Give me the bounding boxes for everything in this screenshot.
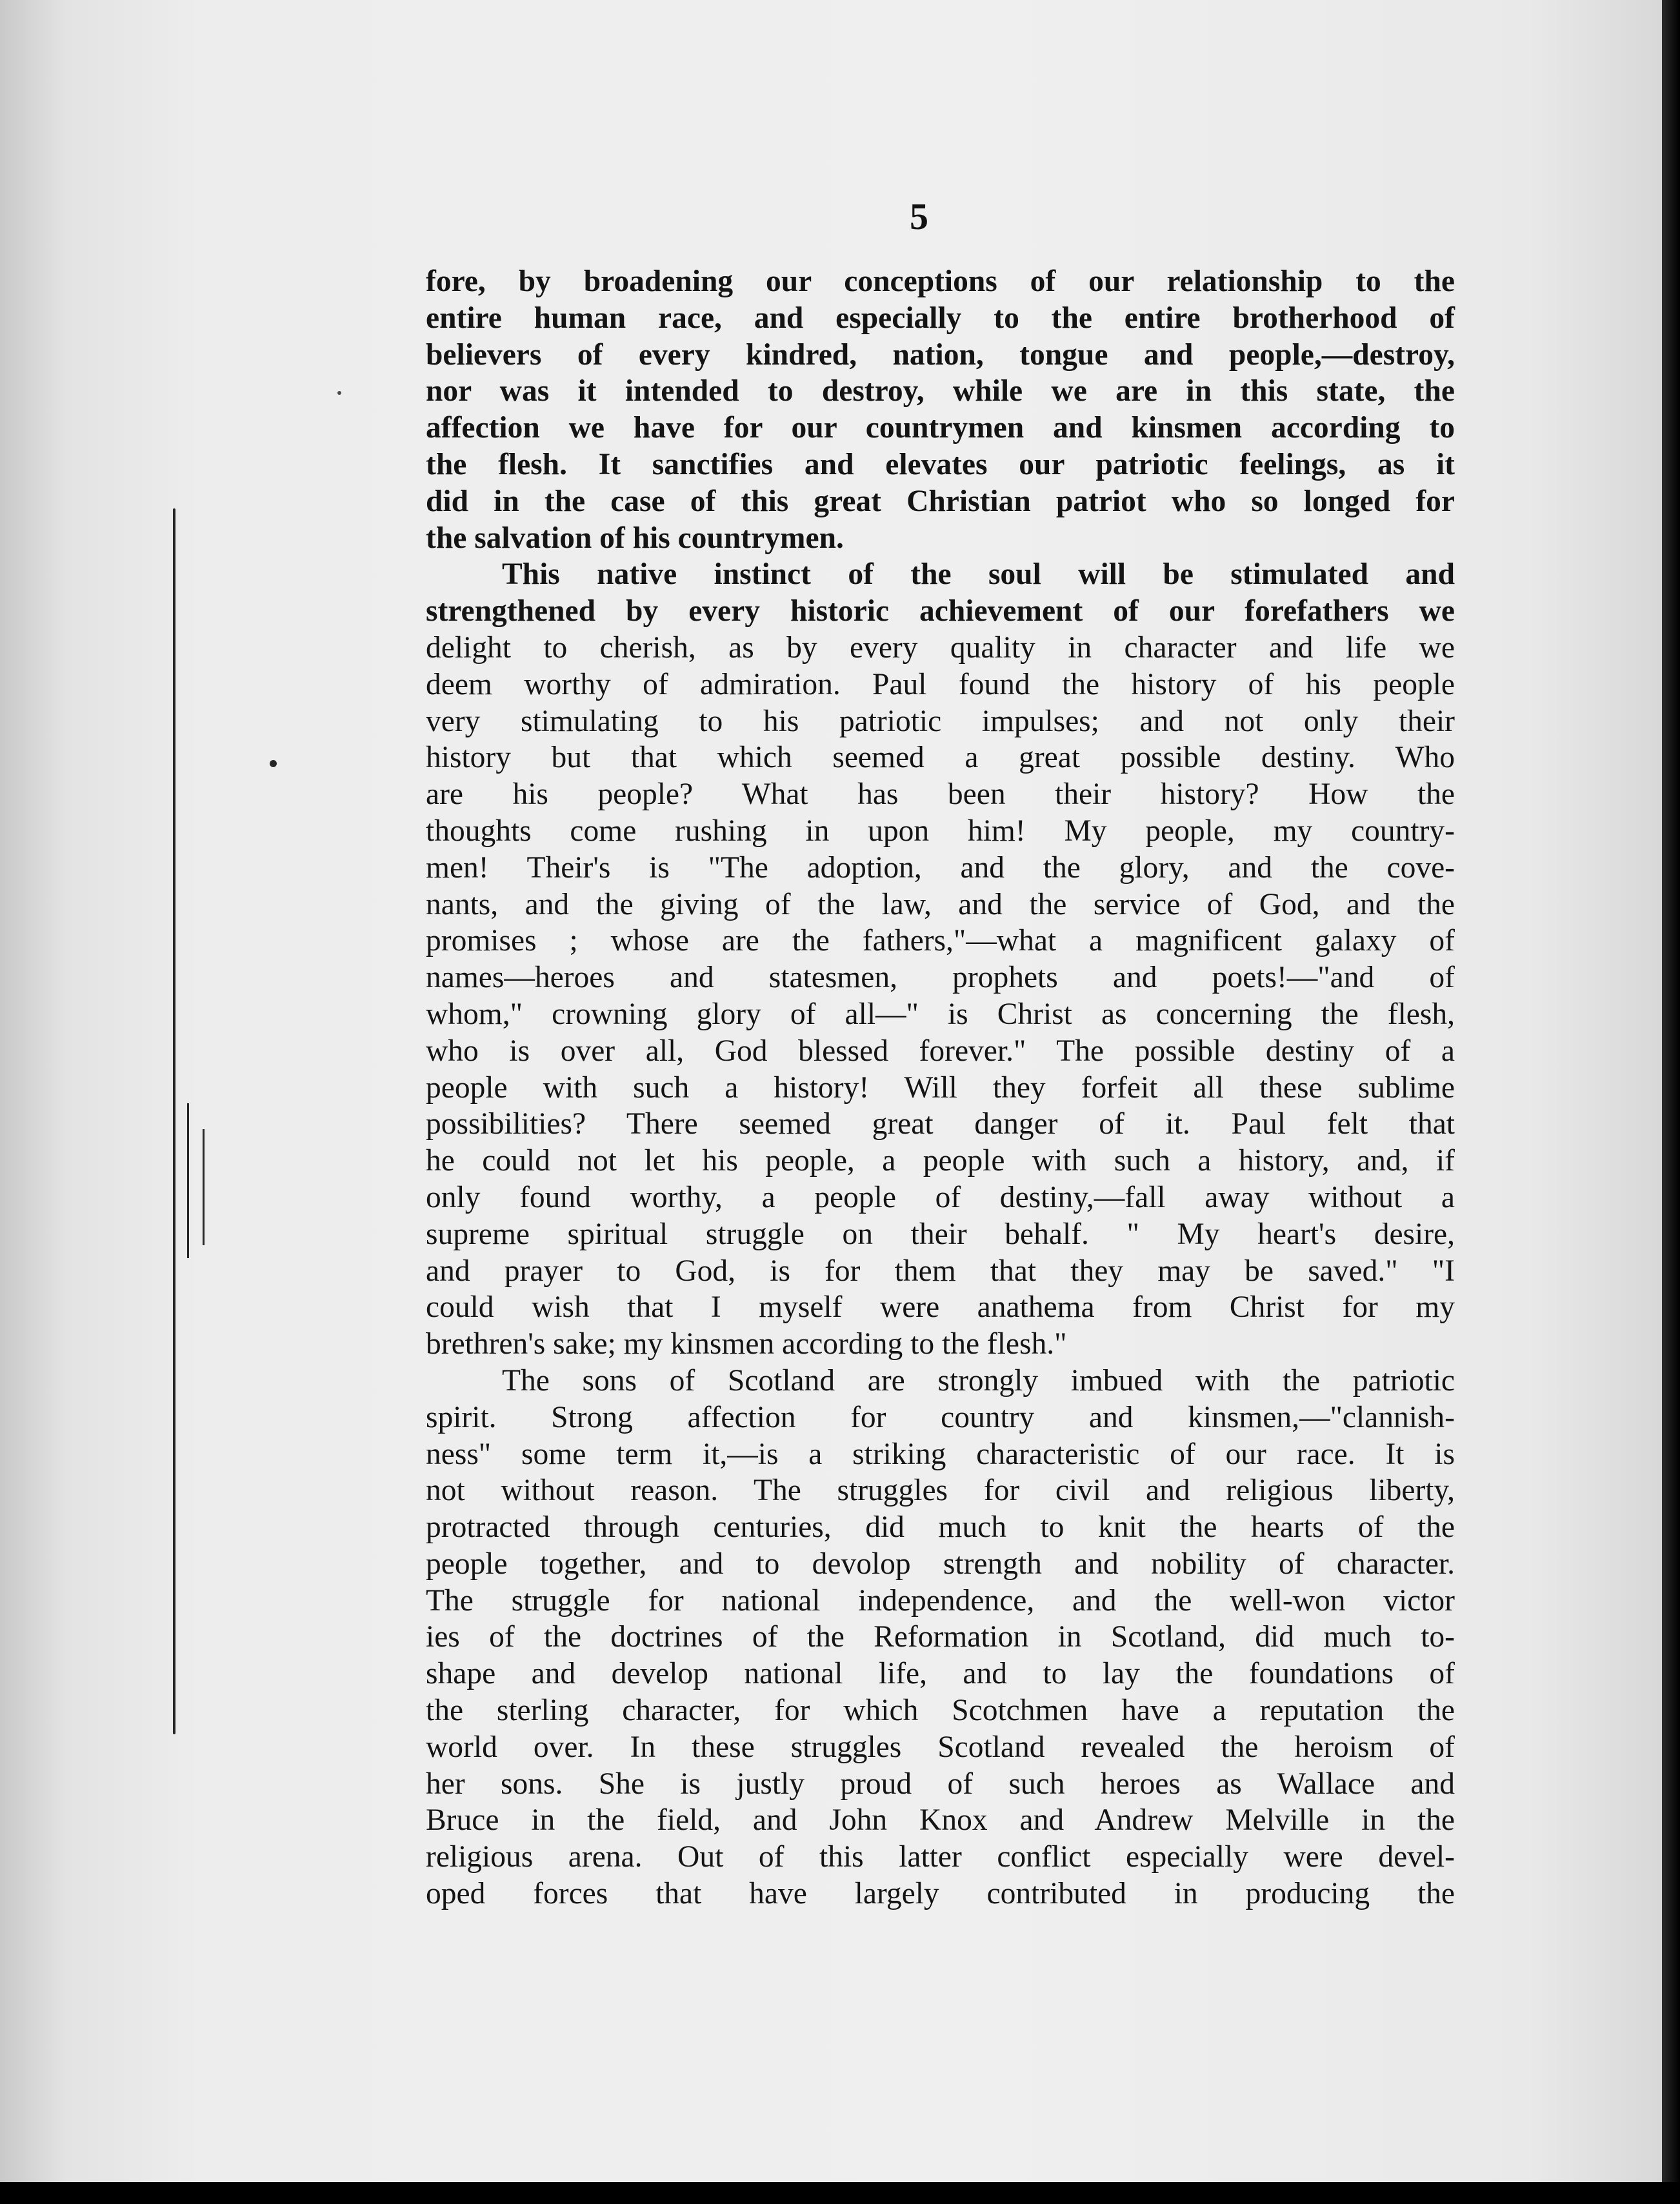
text-line: and prayer to God, is for them that they may be saved." "I bbox=[426, 1254, 1455, 1288]
text-line: names—heroes and statesmen, prophets and poets!—"and of bbox=[426, 961, 1455, 995]
text-line: her sons. She is justly proud of such heroes as Wallace and bbox=[426, 1767, 1455, 1801]
margin-annotation-mark bbox=[187, 1103, 189, 1258]
text-line: did in the case of this great Christian patriot who so longed for bbox=[426, 484, 1455, 518]
text-line: he could not let his people, a people with such a history, and, if bbox=[426, 1144, 1455, 1178]
text-line: brethren's sake; my kinsmen according to the flesh." bbox=[426, 1327, 1067, 1361]
ink-spot bbox=[270, 760, 277, 767]
text-line: only found worthy, a people of destiny,—fall away without a bbox=[426, 1180, 1455, 1214]
text-line: entire human race, and especially to the entire brotherhood of bbox=[426, 301, 1455, 335]
text-line: possibilities? There seemed great danger of it. Paul felt that bbox=[426, 1107, 1455, 1141]
text-line: men! Their's is "The adoption, and the glory, and the cove- bbox=[426, 850, 1455, 885]
text-line: religious arena. Out of this latter conflict especially were devel- bbox=[426, 1840, 1455, 1874]
text-line: the flesh. It sanctifies and elevates our patriotic feelings, as it bbox=[426, 447, 1455, 481]
text-line: believers of every kindred, nation, tongue and people,—destroy, bbox=[426, 337, 1455, 372]
page-number: 5 bbox=[910, 195, 928, 237]
text-line: delight to cherish, as by every quality in character and life we bbox=[426, 630, 1455, 665]
ink-spot bbox=[337, 391, 341, 395]
text-line: nants, and the giving of the law, and the service of God, and the bbox=[426, 887, 1455, 921]
text-line: This native instinct of the soul will be stimulated and bbox=[502, 557, 1455, 592]
text-line: The sons of Scotland are strongly imbued with the patriotic bbox=[502, 1363, 1455, 1398]
text-line: supreme spiritual struggle on their behalf. " My heart's desire, bbox=[426, 1217, 1455, 1251]
text-line: the sterling character, for which Scotchmen have a reputation the bbox=[426, 1694, 1455, 1728]
text-line: who is over all, God blessed forever." The possible destiny of a bbox=[426, 1034, 1455, 1068]
text-line: Bruce in the field, and John Knox and Andrew Melville in the bbox=[426, 1803, 1455, 1838]
scan-edge-right bbox=[1662, 0, 1680, 2204]
text-line: protracted through centuries, did much to knit the hearts of the bbox=[426, 1510, 1455, 1545]
scan-edge-bottom bbox=[0, 2182, 1680, 2204]
text-line: deem worthy of admiration. Paul found the history of his people bbox=[426, 667, 1455, 701]
text-line: history but that which seemed a great possible destiny. Who bbox=[426, 741, 1455, 775]
text-line: ies of the doctrines of the Reformation in Scotland, did much to- bbox=[426, 1620, 1455, 1654]
text-line: oped forces that have largely contributed in producing the bbox=[426, 1877, 1455, 1911]
body-text bbox=[426, 263, 1455, 1912]
text-line: the salvation of his countrymen. bbox=[426, 521, 844, 555]
text-line: not without reason. The struggles for civil and religious liberty, bbox=[426, 1474, 1455, 1508]
text-line: The struggle for national independence, and the well-won victor bbox=[426, 1583, 1455, 1618]
text-line: could wish that I myself were anathema from Christ for my bbox=[426, 1290, 1455, 1325]
text-line: very stimulating to his patriotic impulses; and not only their bbox=[426, 704, 1455, 738]
margin-annotation-mark bbox=[203, 1129, 205, 1245]
text-line: spirit. Strong affection for country and kinsmen,—"clannish- bbox=[426, 1400, 1455, 1434]
text-line: people together, and to devolop strength and nobility of character. bbox=[426, 1547, 1455, 1581]
text-line: shape and develop national life, and to lay the foundations of bbox=[426, 1657, 1455, 1691]
margin-bracket-line bbox=[173, 508, 175, 1734]
text-line: affection we have for our countrymen and kinsmen according to bbox=[426, 411, 1455, 445]
text-line: people with such a history! Will they forfeit all these sublime bbox=[426, 1070, 1455, 1105]
text-line: ness" some term it,—is a striking characteristic of our race. It is bbox=[426, 1437, 1455, 1471]
text-line: strengthened by every historic achievement of our forefathers we bbox=[426, 594, 1455, 628]
text-line: fore, by broadening our conceptions of our relationship to the bbox=[426, 265, 1455, 298]
text-line: whom," crowning glory of all—" is Christ as concerning the flesh, bbox=[426, 997, 1455, 1031]
text-line: promises ; whose are the fathers,"—what a magnificent galaxy of bbox=[426, 924, 1455, 958]
text-line: thoughts come rushing in upon him! My people, my country- bbox=[426, 814, 1455, 848]
text-line: are his people? What has been their history? How the bbox=[426, 777, 1455, 812]
text-line: nor was it intended to destroy, while we are in this state, the bbox=[426, 374, 1455, 408]
text-line: world over. In these struggles Scotland revealed the heroism of bbox=[426, 1730, 1455, 1764]
